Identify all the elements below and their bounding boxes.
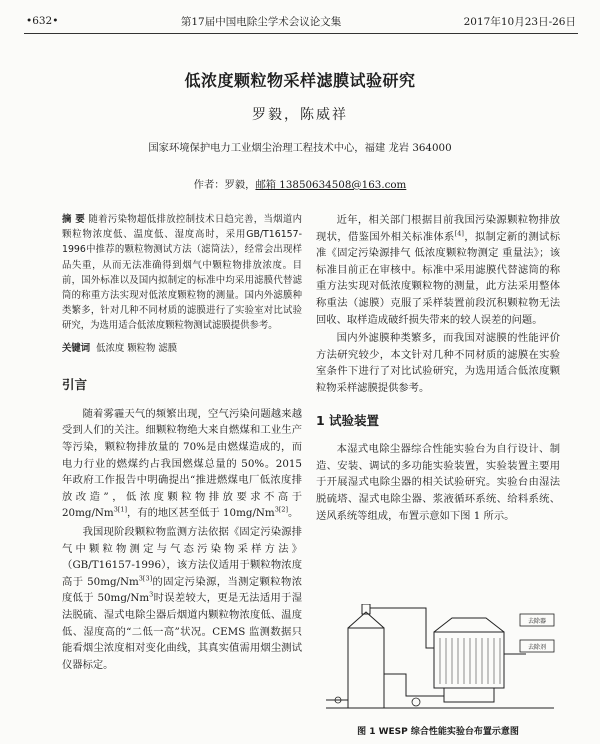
right-column [316, 212, 560, 524]
author-email-link[interactable]: 邮箱 13850634508@163.com [255, 179, 407, 191]
running-header [26, 12, 576, 30]
label-mid-right: 去除剂 [527, 644, 547, 651]
section-1-paragraph: 本湿式电除尘器综合性能实验台为自行设计、制造、安装、调试的多功能实验装置，实验装置主要用于开展湿式电除尘器的相关试验研究。实验台由湿法脱硫塔、湿式电除尘器、浆液循环系统、给料系统、送风系统等组成，布置示意如下图 1 所示。 [316, 443, 560, 522]
wet-esp-body [434, 632, 504, 688]
right-paragraph-2: 国内外滤膜种类繁多，而我国对滤膜的性能评价方法研究较少，本文针对几种不同材质的滤膜在实验室条件下进行了对比试验研究，为选用适合低浓度颗粒物采样滤膜提供参考。 [316, 332, 560, 394]
author-contact [0, 176, 600, 191]
keywords [62, 341, 302, 358]
header-rule [24, 33, 578, 34]
right-paragraph-1: 近年，相关部门根据目前我国污染源颗粒物排放现状，借鉴国外相关标准体系[4]，拟制定新的测试标准《固定污染源排气 低浓度颗粒物测定 重量法》；该标准目前正在审核中。标准中采用滤膜代替滤筒的称重方法实现对低浓度颗粒物的测量，此方法采用整体称重法（滤膜）克服了采样装置前段沉积颗粒物无法回收、取样造成破纤损失带来的较人误差的问题。 [316, 214, 560, 326]
citation-3: 3[3] [138, 574, 153, 583]
keywords-label: 关键词 [62, 342, 91, 354]
abstract-label: 摘 要 [62, 214, 86, 225]
esp-hopper [444, 688, 494, 702]
intro-paragraph-1: 随着雾霾天气的频繁出现，空气污染问题越来越受到人们的关注。细颗粒物绝大来自燃煤和工业生产等污染，颗粒物排放量的 70%是由燃煤造成的，而电力行业的燃煤约占我国燃煤总量的 50%。2015 年政府工作报告中明确提出“推进燃煤电厂低浓度排放改造”，低浓度颗粒物排放要求不高于 $20mg/Nm^{3[1]}$，有的地区甚至低于 $10mg/Nm^{3[2]}$。 [62, 407, 302, 520]
citation-2: 3[2] [274, 505, 289, 514]
paper-title: 低浓度颗粒物采样滤膜试验研究 [184, 71, 416, 90]
abstract-text: 随着污染物超低排放控制技术日趋完善，当烟道内颗粒物浓度低、温度低、湿度高时，采用GB/T16157-1996中推荐的颗粒物测试方法（滤筒法），经常会出现样品失重，从而无法准确得到烟气中颗粒物排放浓度。目前，国外标准以及国内拟制定的标准中均采用滤膜代替滤筒的称重方法实现对低浓度颗粒物的测量。国内外滤膜种类繁多，针对几种不同材质的滤膜进行了实验室对比试验研究，为选用适合低浓度颗粒物测试滤膜提供参考。 [62, 214, 302, 332]
section-1-heading: 1 试验装置 [316, 412, 380, 428]
citation-4: [4] [454, 229, 464, 238]
label-top-right: 去除器 [527, 618, 547, 625]
paper-affiliation: 国家环境保护电力工业烟尘治理工程技术中心，福建 龙岩 364000 [148, 142, 452, 154]
abstract [62, 212, 302, 334]
circulation-pump [412, 698, 420, 706]
esp-top-hood [434, 618, 504, 632]
connecting-duct-lower [384, 674, 444, 696]
left-column [62, 212, 302, 673]
unit-superscript: 3 [149, 590, 154, 599]
keywords-text: 低浓度 颗粒物 滤膜 [96, 342, 178, 354]
conference-name: 第17届中国电除尘学术会议论文集 [180, 15, 342, 28]
citation-1: 3[1] [113, 505, 128, 514]
page-number: •632• [26, 15, 59, 27]
figure-caption: 图 1 WESP 综合性能实验台布置示意图 [357, 727, 519, 737]
conference-date: 2017年10月23日-26日 [463, 15, 576, 28]
intro-paragraph-2: 我国现阶段颗粒物监测方法依据《固定污染源排气中颗粒物测定与气态污染物采样方法》（GB/T16157-1996），该方法仪适用于颗粒物浓度高于 $50mg/Nm^{3[3]}$的固定污染源，当测定颗粒物浓度低于 50mg/Nm$^3$时误差较大，更是无法适用于湿法脱硫、湿式电除尘器后烟道内颗粒物浓度低、温度低、湿度高的“二低一高”状况。CEMS 监测数据只能看烟尘浓度相对变化曲线，其真实值需用烟尘测试仪器标定。 [62, 525, 303, 671]
wesp-test-rig-figure [322, 604, 558, 719]
desulfurization-tower [348, 628, 384, 708]
contact-prefix: 作者：罗毅， [193, 179, 256, 191]
intro-heading: 引言 [62, 377, 88, 393]
paper-authors: 罗毅，陈威祥 [252, 107, 348, 123]
